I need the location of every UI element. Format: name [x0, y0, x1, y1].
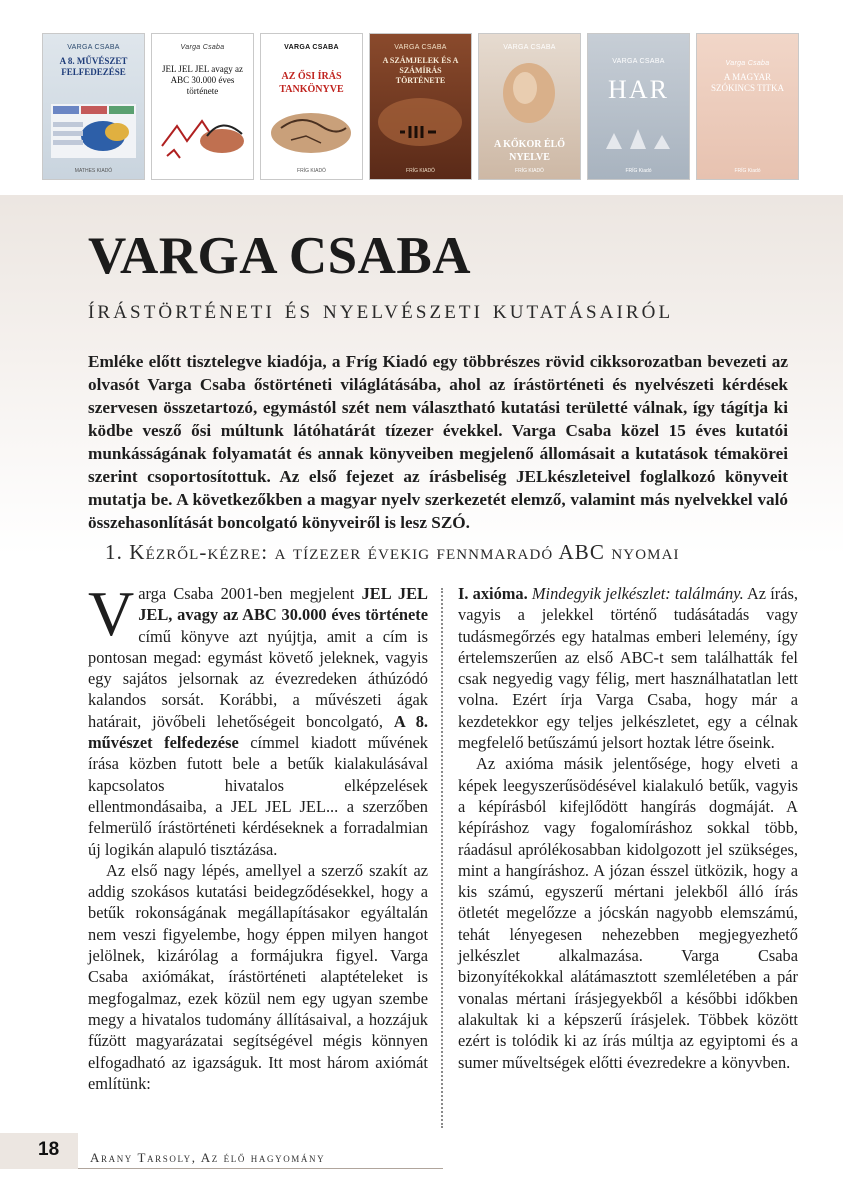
paragraph: Az axióma másik jelentősége, hogy elveti a képek leegyszerűsödésével kialakuló betűk, vagyis a képírásból kifejlődött hangírás dogmáját. A képíráshoz vagy fogalomíráshoz sokkal több, ráadásul aprólékosabban kidolgozott jel szükséges, mint a hangíráshoz. A józan ésszel ütközik, hogy a kis számú, egyszerű mértani jelekből álló írás ötletét megelőzze a jócskán nagyobb elemszámú, tehát lényegesen nehezebben megjegyezhető jelkészlet alkalmazása. Varga Csaba bizonyítékokkal alátámasztott szemléletében a pár vonalas mértani írásjegyekből a későbbi időkben alakultak ki a képszerű írásjelek. Többek között ezért is tolódik ki az írás múltja az egyiptomi és a sumer műveltségek előtti évezredekre a könyvben. [458, 754, 798, 1072]
book-cover [42, 33, 145, 180]
cover-publisher: MATHES KIADÓ [74, 168, 113, 174]
book-title-bold: A 8. művészet felfedezése [88, 711, 428, 753]
cover-artwork [479, 58, 580, 128]
article-title: VARGA CSABA [88, 227, 471, 285]
right-column [458, 583, 798, 1073]
cover-author: VARGA CSABA [394, 44, 447, 51]
drop-cap: V [88, 578, 135, 649]
cover-artwork [261, 108, 362, 158]
cover-title: AZ ŐSI ÍRÁS TANKÖNYVE [279, 71, 344, 95]
text-run: című könyve azt nyújtja, amit a cím is pontosan megad: egymást követő jeleknek, vagyis egy sajátos jelsornak az évezredeken áthúzódó kalandos sorsát. Korábbi, a művészeti ágak határait, jövőbeli lehetőségeit boncolgató, [88, 626, 428, 731]
cover-author: VARGA CSABA [612, 58, 665, 65]
cover-author: Varga Csaba [725, 60, 770, 67]
text-run: címmel kiadott művének írása közben futott bele a betűk kialakulásával kapcsolatos hivatalos elképzelések ellentmondásaiba, a JEL JEL JEL... a szerzőben felmerülő írástörténeti kérdéseknek a forradalmian új logikán alapuló tisztázása. [88, 733, 428, 859]
footer-rule [78, 1168, 443, 1169]
article-subtitle: írástörténeti és nyelvészeti kutatásairól [88, 294, 674, 324]
cover-title: A MAGYAR SZÓKINCS TITKA [710, 72, 785, 93]
cover-publisher: FRÍG KIADÓ [297, 168, 326, 174]
cover-artwork [370, 92, 471, 162]
article-intro: Emléke előtt tisztelegve kiadója, a Fríg Kiadó egy többrészes rövid cikksorozatban bevezeti az olvasót Varga Csaba őstörténeti világlátásába, ahol az írástörténeti és nyelvészeti kérdések szervesen összetartozó, egymástól szét nem választható kutatási területté válnak, így tágítja ki ködbe vesző ősi múltunk látóhatárát tízezer évekkel. Varga Csaba közel 15 éves kutatói munkásságának folyamatát és annak könyveiben megjelenő állomásait a kutatások témakörei szerint csoportosítottuk. Az első fejezet az írásbeliség JELkészleteivel foglalkozó könyveit mutatja be. A következőkben a magyar nyelv szerkezetét elemző, valamint más nyelvekkel való összehasonlítását boncolgató könyveiről is lesz SZÓ. [88, 352, 788, 532]
cover-publisher: FRÍG KIADÓ [515, 168, 544, 174]
book-cover [587, 33, 690, 180]
publication-name: Arany Tarsoly, Az élő hagyomány [90, 1150, 326, 1165]
book-cover [369, 33, 472, 180]
paragraph [88, 578, 428, 860]
cover-title: JEL JEL JEL avagy az ABC 30.000 éves története [162, 64, 243, 96]
book-cover [151, 33, 254, 180]
cover-artwork [152, 106, 253, 166]
left-column [88, 578, 428, 1094]
cover-publisher: FRÍG Kiadó [625, 168, 652, 174]
text-run: arga Csaba 2001-ben megjelent [138, 584, 362, 603]
cover-author: VARGA CSABA [284, 44, 339, 51]
cover-author: VARGA CSABA [503, 44, 556, 51]
cover-author: Varga Csaba [180, 44, 225, 51]
paragraph [458, 583, 798, 753]
cover-title: A KŐKOR ÉLŐ NYELVE [493, 139, 566, 163]
cover-title: A 8. MŰVÉSZET FELFEDEZÉSE [59, 56, 128, 77]
book-covers-row [42, 33, 802, 181]
cover-title: A SZÁMJELEK ÉS A SZÁMÍRÁS TÖRTÉNETE [382, 56, 459, 85]
section-heading: 1. Kézről-kézre: a tízezer évekig fennmaradó ABC nyomai [105, 540, 680, 564]
book-title-bold: JEL JEL JEL, avagy az ABC 30.000 éves története [138, 584, 428, 625]
cover-publisher: FRÍG KIADÓ [406, 168, 435, 174]
cover-author: VARGA CSABA [67, 44, 120, 51]
book-cover [696, 33, 799, 180]
book-cover [260, 33, 363, 180]
paragraph: Az első nagy lépés, amellyel a szerző szakít az addig szokásos kutatási beidegződésekkel, hogy a betűk rokonságának megállapításakor egyáltalán nem veszi figyelembe, hogy éppen milyen hangot jelölnek, kizárólag a formájukra figyel. Varga Csaba axiómákat, írástörténeti alaptételeket is megfogalmaz, ezek közül nem egy ugyan szembe megy a hivatalos tudomány állításaival, a hozzájuk fűzött magyarázatai segítségével mégis könnyen elfogadható az igazságuk. Itt most három axiómát említünk: [88, 860, 428, 1093]
cover-title: HAR [608, 75, 669, 104]
book-cover [478, 33, 581, 180]
page-number: 18 [38, 1139, 60, 1160]
axiom-label: I. axióma. [458, 584, 528, 603]
cover-artwork [43, 96, 144, 166]
cover-artwork [588, 119, 689, 164]
cover-publisher: FRÍG Kiadó [734, 168, 761, 174]
text-run: Az írás, vagyis a jelekkel történő tudásátadás vagy tudásmegőrzés egy hatalmas emberi lelemény, így értelemszerűen az első ABC-t sem találhatták fel csak negyedig vagy félig, mert használhatatlan lett volna. Ezért írja Varga Csaba, hogy már a kezdetekkor egy teljes jelkészletet, egy a célnak megfelelő betűszámú jelsort hoztak létre őseink. [458, 584, 798, 753]
column-divider [441, 588, 443, 1128]
axiom-statement: Mindegyik jelkészlet: találmány. [527, 584, 744, 603]
